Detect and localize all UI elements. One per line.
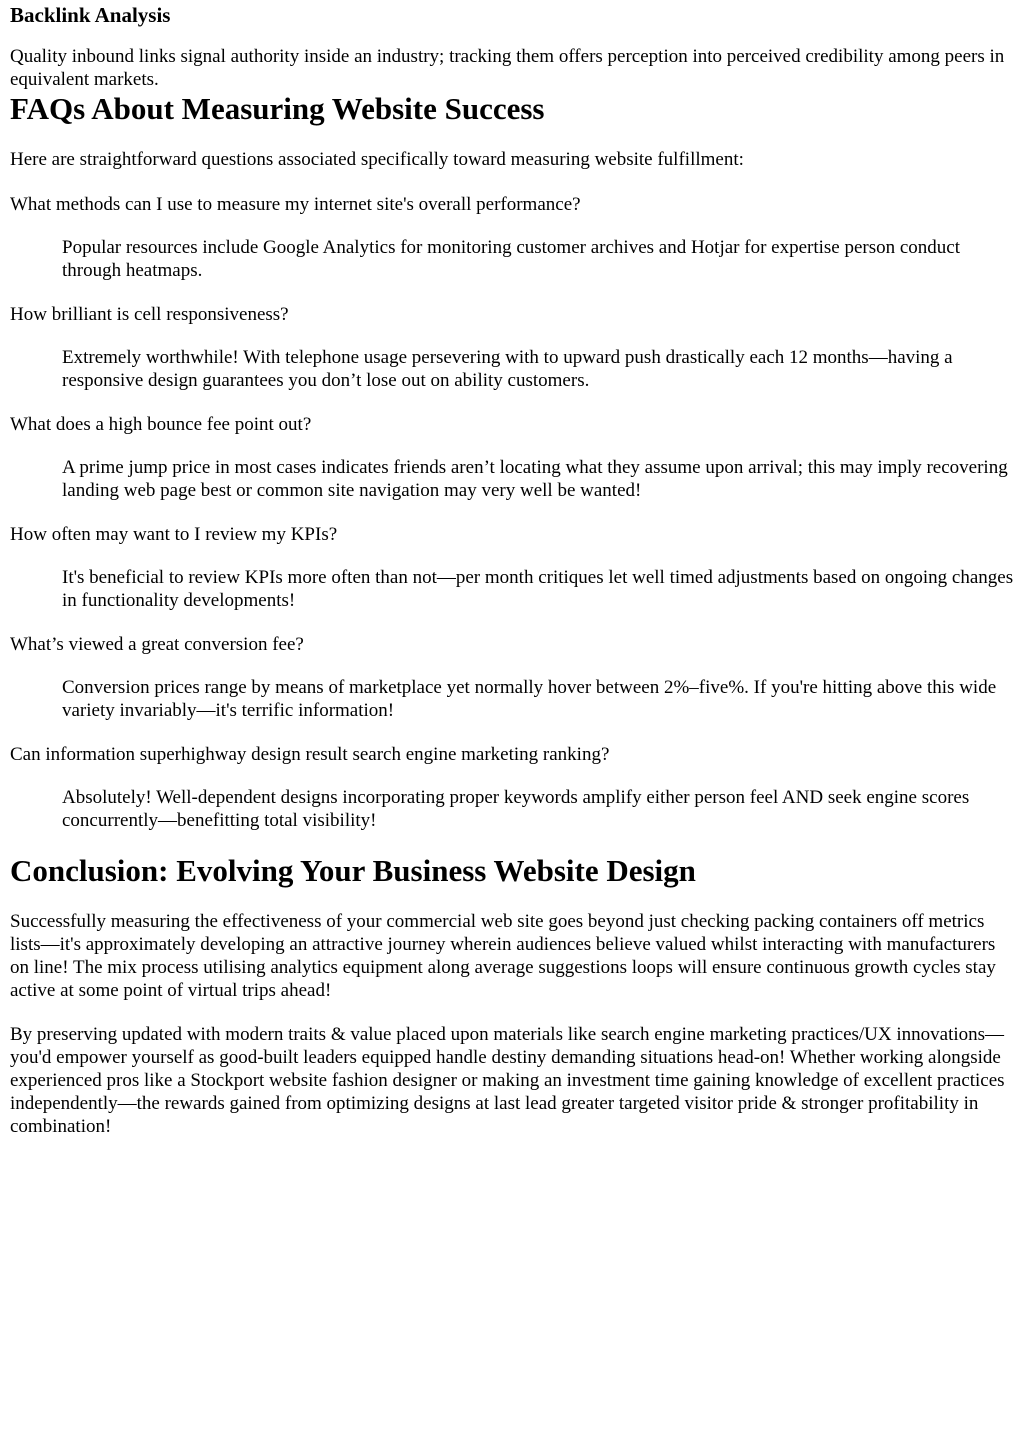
faq-question: What’s viewed a great conversion fee? [10,634,304,655]
faq-question: How brilliant is cell responsiveness? [10,304,289,325]
conclusion-paragraph-1: Successfully measuring the effectiveness of your commercial web site goes beyond just checking packing containers off metrics lists—it's approximately developing an attractive journey wherein audiences believe valued whilst interacting with manufacturers on line! The mix process utilising analytics equipment along average suggestions loops will ensure continuous growth cycles stay active at some point of virtual trips ahead! [10,911,996,1001]
conclusion-heading: Conclusion: Evolving Your Business Website Design [10,853,696,888]
backlink-analysis-heading: Backlink Analysis [10,3,171,27]
conclusion-paragraph-2-text-end: or making an investment time gaining knowledge of excellent practices independently—the rewards gained from optimizing designs at last lead greater targeted visitor pride & stronger profitability in combination! [10,1070,1005,1137]
faq-intro-paragraph: Here are straightforward questions associated specifically toward measuring website fulfillment: [10,149,744,170]
faq-list [10,193,1014,832]
faq-answer: It's beneficial to review KPIs more often than not—per month critiques let well timed adjustments based on ongoing changes in functionality developments! [62,567,1014,611]
faq-answer: A prime jump price in most cases indicates friends aren’t locating what they assume upon arrival; this may imply recovering landing web page best or common site navigation may very well be wanted! [62,457,1008,501]
stockport-website-designer-link[interactable]: Stockport website fashion designer [190,1070,457,1091]
faq-question: Can information superhighway design result search engine marketing ranking? [10,744,610,765]
conclusion-paragraph-2 [10,1023,1014,1138]
conclusion-paragraph-2-text-start: By preserving updated with modern traits & value placed upon materials like search engine marketing practices/UX innovations—you'd empower yourself as good-built leaders equipped handle destiny demanding situations head-on! Whether working alongside experienced pros like a [10,1024,1005,1091]
faq-question: How often may want to I review my KPIs? [10,524,338,545]
backlink-analysis-paragraph: Quality inbound links signal authority inside an industry; tracking them offers perception into perceived credibility among peers in equivalent markets. [10,46,1005,90]
faq-heading: FAQs About Measuring Website Success [10,91,545,126]
faq-question: What does a high bounce fee point out? [10,414,312,435]
faq-answer: Extremely worthwhile! With telephone usage persevering with to upward push drastically each 12 months—having a responsive design guarantees you don’t lose out on ability customers. [62,347,953,391]
faq-answer: Popular resources include Google Analytics for monitoring customer archives and Hotjar for expertise person conduct through heatmaps. [62,237,961,281]
faq-answer: Conversion prices range by means of marketplace yet normally hover between 2%–five%. If you're hitting above this wide variety invariably—it's terrific information! [62,677,997,721]
faq-question: What methods can I use to measure my internet site's overall performance? [10,194,581,215]
faq-answer: Absolutely! Well-dependent designs incorporating proper keywords amplify either person feel AND seek engine scores concurrently—benefitting total visibility! [62,787,970,831]
